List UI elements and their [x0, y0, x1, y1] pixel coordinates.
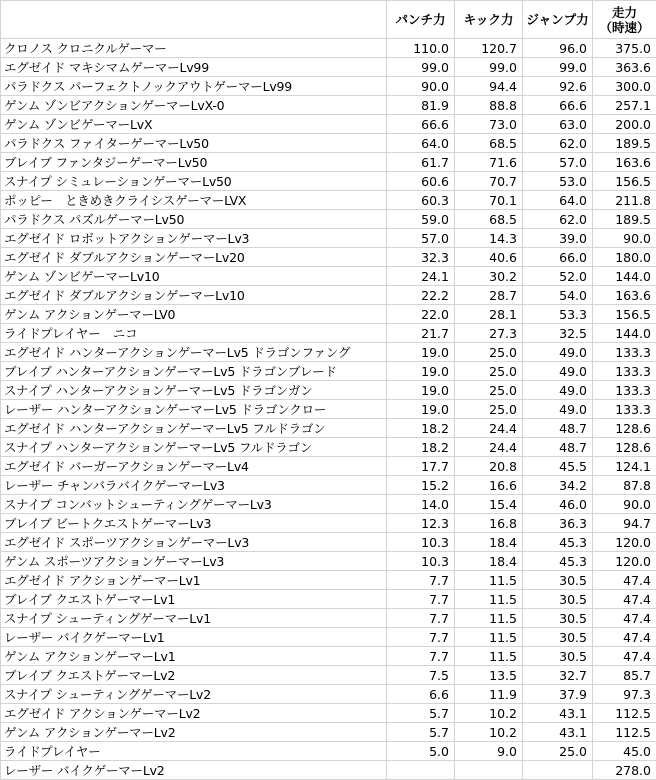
row-jump-cell: 36.3	[523, 514, 593, 533]
row-name-cell: レーザー バイクゲーマーLv1	[1, 628, 387, 647]
table-row	[1, 343, 656, 362]
row-kick-cell: 20.8	[455, 457, 523, 476]
header-run	[593, 1, 656, 39]
row-jump-cell: 99.0	[523, 58, 593, 77]
row-jump-cell: 30.5	[523, 609, 593, 628]
table-body	[1, 39, 656, 780]
row-name-cell: レーザー バイクゲーマーLv2	[1, 761, 387, 780]
row-punch-cell: 61.7	[387, 153, 455, 172]
row-punch-cell: 14.0	[387, 495, 455, 514]
row-kick-cell: 28.7	[455, 286, 523, 305]
table-row	[1, 324, 656, 343]
table-row	[1, 381, 656, 400]
row-kick-cell: 27.3	[455, 324, 523, 343]
table-row	[1, 761, 656, 780]
row-punch-cell: 5.0	[387, 742, 455, 761]
row-punch-cell: 18.2	[387, 419, 455, 438]
row-punch-cell: 57.0	[387, 229, 455, 248]
table-row	[1, 685, 656, 704]
row-punch-cell: 66.6	[387, 115, 455, 134]
row-jump-cell: 32.7	[523, 666, 593, 685]
row-punch-cell: 110.0	[387, 39, 455, 58]
header-run-line2: （時速）	[599, 20, 649, 35]
row-punch-cell: 10.3	[387, 552, 455, 571]
table-row	[1, 533, 656, 552]
row-jump-cell: 92.6	[523, 77, 593, 96]
row-jump-cell: 49.0	[523, 381, 593, 400]
row-jump-cell: 32.5	[523, 324, 593, 343]
row-kick-cell: 16.8	[455, 514, 523, 533]
table-row	[1, 400, 656, 419]
header-punch: パンチ力	[387, 1, 455, 39]
row-jump-cell: 45.3	[523, 552, 593, 571]
row-run-cell: 375.0	[593, 39, 656, 58]
row-name-cell: エグゼイド アクションゲーマーLv2	[1, 704, 387, 723]
row-name-cell: ブレイブ ハンターアクションゲーマーLv5 ドラゴンブレード	[1, 362, 387, 381]
row-run-cell: 180.0	[593, 248, 656, 267]
row-punch-cell: 64.0	[387, 134, 455, 153]
row-run-cell: 257.1	[593, 96, 656, 115]
row-run-cell: 47.4	[593, 647, 656, 666]
row-jump-cell: 43.1	[523, 723, 593, 742]
table-row	[1, 704, 656, 723]
table-row	[1, 77, 656, 96]
row-kick-cell: 15.4	[455, 495, 523, 514]
row-run-cell: 85.7	[593, 666, 656, 685]
row-run-cell: 133.3	[593, 381, 656, 400]
row-kick-cell: 68.5	[455, 210, 523, 229]
row-kick-cell: 24.4	[455, 419, 523, 438]
row-name-cell: エグゼイド マキシマムゲーマーLv99	[1, 58, 387, 77]
row-punch-cell: 19.0	[387, 362, 455, 381]
row-kick-cell: 120.7	[455, 39, 523, 58]
row-name-cell: スナイプ シミュレーションゲーマーLv50	[1, 172, 387, 191]
row-jump-cell: 64.0	[523, 191, 593, 210]
row-name-cell: ブレイブ ビートクエストゲーマーLv3	[1, 514, 387, 533]
row-kick-cell: 13.5	[455, 666, 523, 685]
row-name-cell: ゲンム ゾンビアクションゲーマーLvX-0	[1, 96, 387, 115]
row-run-cell: 87.8	[593, 476, 656, 495]
row-kick-cell: 40.6	[455, 248, 523, 267]
row-kick-cell: 68.5	[455, 134, 523, 153]
row-kick-cell: 70.7	[455, 172, 523, 191]
row-jump-cell: 30.5	[523, 590, 593, 609]
row-kick-cell: 24.4	[455, 438, 523, 457]
row-name-cell: エグゼイド ハンターアクションゲーマーLv5 ドラゴンファング	[1, 343, 387, 362]
row-punch-cell: 19.0	[387, 343, 455, 362]
row-run-cell: 47.4	[593, 571, 656, 590]
row-jump-cell: 57.0	[523, 153, 593, 172]
row-run-cell: 133.3	[593, 362, 656, 381]
table-row	[1, 495, 656, 514]
row-kick-cell: 10.2	[455, 704, 523, 723]
row-jump-cell: 52.0	[523, 267, 593, 286]
table-row	[1, 210, 656, 229]
row-run-cell: 90.0	[593, 495, 656, 514]
row-name-cell: エグゼイド ダブルアクションゲーマーLv10	[1, 286, 387, 305]
row-punch-cell: 90.0	[387, 77, 455, 96]
row-jump-cell	[523, 761, 593, 780]
header-run-line1: 走力	[612, 5, 637, 20]
row-kick-cell: 11.5	[455, 628, 523, 647]
row-punch-cell: 32.3	[387, 248, 455, 267]
row-run-cell: 120.0	[593, 552, 656, 571]
row-kick-cell: 11.9	[455, 685, 523, 704]
row-punch-cell: 81.9	[387, 96, 455, 115]
row-kick-cell: 73.0	[455, 115, 523, 134]
table-row	[1, 134, 656, 153]
row-kick-cell	[455, 761, 523, 780]
row-punch-cell: 19.0	[387, 381, 455, 400]
row-kick-cell: 18.4	[455, 552, 523, 571]
row-jump-cell: 66.0	[523, 248, 593, 267]
row-kick-cell: 88.8	[455, 96, 523, 115]
row-kick-cell: 94.4	[455, 77, 523, 96]
table-header	[1, 1, 656, 39]
row-punch-cell: 12.3	[387, 514, 455, 533]
row-name-cell: エグゼイド ロボットアクションゲーマーLv3	[1, 229, 387, 248]
row-name-cell: ポッピー ときめきクライシスゲーマーLVX	[1, 191, 387, 210]
row-jump-cell: 25.0	[523, 742, 593, 761]
row-run-cell: 45.0	[593, 742, 656, 761]
row-jump-cell: 30.5	[523, 647, 593, 666]
row-kick-cell: 11.5	[455, 571, 523, 590]
row-run-cell: 300.0	[593, 77, 656, 96]
row-name-cell: エグゼイド バーガーアクションゲーマーLv4	[1, 457, 387, 476]
row-name-cell: ゲンム スポーツアクションゲーマーLv3	[1, 552, 387, 571]
row-name-cell: レーザー チャンバラバイクゲーマーLv3	[1, 476, 387, 495]
row-punch-cell: 60.6	[387, 172, 455, 191]
row-name-cell: スナイプ ハンターアクションゲーマーLv5 フルドラゴン	[1, 438, 387, 457]
row-kick-cell: 25.0	[455, 381, 523, 400]
table-row	[1, 571, 656, 590]
row-kick-cell: 9.0	[455, 742, 523, 761]
row-jump-cell: 39.0	[523, 229, 593, 248]
row-kick-cell: 99.0	[455, 58, 523, 77]
table-row	[1, 438, 656, 457]
row-punch-cell: 99.0	[387, 58, 455, 77]
row-run-cell: 189.5	[593, 210, 656, 229]
row-jump-cell: 30.5	[523, 571, 593, 590]
row-punch-cell: 7.7	[387, 571, 455, 590]
row-punch-cell: 7.7	[387, 647, 455, 666]
row-name-cell: ゲンム ゾンビゲーマーLvX	[1, 115, 387, 134]
table-row	[1, 305, 656, 324]
row-punch-cell: 24.1	[387, 267, 455, 286]
row-name-cell: レーザー ハンターアクションゲーマーLv5 ドラゴンクロー	[1, 400, 387, 419]
row-punch-cell: 22.2	[387, 286, 455, 305]
row-jump-cell: 54.0	[523, 286, 593, 305]
row-jump-cell: 49.0	[523, 343, 593, 362]
table-row	[1, 267, 656, 286]
row-punch-cell: 19.0	[387, 400, 455, 419]
table-row	[1, 39, 656, 58]
table-row	[1, 153, 656, 172]
table-row	[1, 419, 656, 438]
row-jump-cell: 45.5	[523, 457, 593, 476]
row-name-cell: エグゼイド スポーツアクションゲーマーLv3	[1, 533, 387, 552]
row-name-cell: ゲンム アクションゲーマーLv2	[1, 723, 387, 742]
row-kick-cell: 30.2	[455, 267, 523, 286]
table-row	[1, 476, 656, 495]
row-run-cell: 163.6	[593, 153, 656, 172]
row-name-cell: クロノス クロニクルゲーマー	[1, 39, 387, 58]
row-kick-cell: 28.1	[455, 305, 523, 324]
row-name-cell: パラドクス ファイターゲーマーLv50	[1, 134, 387, 153]
row-punch-cell: 21.7	[387, 324, 455, 343]
table-row	[1, 248, 656, 267]
row-punch-cell: 7.5	[387, 666, 455, 685]
row-jump-cell: 48.7	[523, 419, 593, 438]
row-kick-cell: 70.1	[455, 191, 523, 210]
row-punch-cell: 7.7	[387, 628, 455, 647]
row-run-cell: 112.5	[593, 704, 656, 723]
row-name-cell: ブレイブ ファンタジーゲーマーLv50	[1, 153, 387, 172]
row-jump-cell: 49.0	[523, 400, 593, 419]
row-punch-cell	[387, 761, 455, 780]
row-punch-cell: 17.7	[387, 457, 455, 476]
row-jump-cell: 63.0	[523, 115, 593, 134]
row-run-cell: 163.6	[593, 286, 656, 305]
row-run-cell: 97.3	[593, 685, 656, 704]
row-jump-cell: 49.0	[523, 362, 593, 381]
row-run-cell: 128.6	[593, 438, 656, 457]
row-kick-cell: 10.2	[455, 723, 523, 742]
table-row	[1, 115, 656, 134]
row-kick-cell: 71.6	[455, 153, 523, 172]
row-name-cell: ブレイブ クエストゲーマーLv2	[1, 666, 387, 685]
row-name-cell: ゲンム ゾンビゲーマーLv10	[1, 267, 387, 286]
table-row	[1, 229, 656, 248]
table-row	[1, 628, 656, 647]
table-row	[1, 647, 656, 666]
row-punch-cell: 6.6	[387, 685, 455, 704]
header-jump: ジャンプ力	[523, 1, 593, 39]
row-kick-cell: 11.5	[455, 647, 523, 666]
row-name-cell: パラドクス パズルゲーマーLv50	[1, 210, 387, 229]
row-run-cell: 124.1	[593, 457, 656, 476]
table-row	[1, 609, 656, 628]
row-run-cell: 211.8	[593, 191, 656, 210]
row-punch-cell: 5.7	[387, 704, 455, 723]
row-kick-cell: 14.3	[455, 229, 523, 248]
row-punch-cell: 15.2	[387, 476, 455, 495]
header-row	[1, 1, 656, 39]
row-run-cell: 47.4	[593, 609, 656, 628]
row-punch-cell: 7.7	[387, 590, 455, 609]
row-name-cell: スナイプ コンバットシューティングゲーマーLv3	[1, 495, 387, 514]
row-name-cell: ライドプレイヤー	[1, 742, 387, 761]
table-row	[1, 172, 656, 191]
row-kick-cell: 16.6	[455, 476, 523, 495]
row-run-cell: 156.5	[593, 172, 656, 191]
row-punch-cell: 18.2	[387, 438, 455, 457]
row-name-cell: スナイプ シューティングゲーマーLv2	[1, 685, 387, 704]
row-run-cell: 120.0	[593, 533, 656, 552]
row-run-cell: 200.0	[593, 115, 656, 134]
row-jump-cell: 37.9	[523, 685, 593, 704]
row-run-cell: 94.7	[593, 514, 656, 533]
row-run-cell: 128.6	[593, 419, 656, 438]
table-row	[1, 362, 656, 381]
row-name-cell: エグゼイド ハンターアクションゲーマーLv5 フルドラゴン	[1, 419, 387, 438]
row-name-cell: スナイプ シューティングゲーマーLv1	[1, 609, 387, 628]
row-kick-cell: 25.0	[455, 400, 523, 419]
row-jump-cell: 34.2	[523, 476, 593, 495]
row-punch-cell: 5.7	[387, 723, 455, 742]
row-name-cell: エグゼイド アクションゲーマーLv1	[1, 571, 387, 590]
table-row	[1, 58, 656, 77]
row-jump-cell: 45.3	[523, 533, 593, 552]
row-name-cell: スナイプ ハンターアクションゲーマーLv5 ドラゴンガン	[1, 381, 387, 400]
row-run-cell: 278.0	[593, 761, 656, 780]
row-punch-cell: 10.3	[387, 533, 455, 552]
row-jump-cell: 96.0	[523, 39, 593, 58]
table-row	[1, 514, 656, 533]
row-run-cell: 47.4	[593, 590, 656, 609]
row-run-cell: 363.6	[593, 58, 656, 77]
row-kick-cell: 18.4	[455, 533, 523, 552]
row-jump-cell: 62.0	[523, 134, 593, 153]
row-jump-cell: 46.0	[523, 495, 593, 514]
row-jump-cell: 62.0	[523, 210, 593, 229]
row-name-cell: ゲンム アクションゲーマーLv1	[1, 647, 387, 666]
row-name-cell: ゲンム アクションゲーマーLV0	[1, 305, 387, 324]
table-row	[1, 457, 656, 476]
table-row	[1, 590, 656, 609]
row-kick-cell: 25.0	[455, 362, 523, 381]
table-row	[1, 286, 656, 305]
row-name-cell: ブレイブ クエストゲーマーLv1	[1, 590, 387, 609]
row-jump-cell: 53.3	[523, 305, 593, 324]
row-punch-cell: 22.0	[387, 305, 455, 324]
row-run-cell: 189.5	[593, 134, 656, 153]
row-name-cell: エグゼイド ダブルアクションゲーマーLv20	[1, 248, 387, 267]
row-run-cell: 144.0	[593, 267, 656, 286]
row-kick-cell: 11.5	[455, 609, 523, 628]
row-kick-cell: 11.5	[455, 590, 523, 609]
row-jump-cell: 48.7	[523, 438, 593, 457]
table-row	[1, 191, 656, 210]
row-jump-cell: 66.6	[523, 96, 593, 115]
row-run-cell: 133.3	[593, 343, 656, 362]
header-kick: キック力	[455, 1, 523, 39]
row-run-cell: 156.5	[593, 305, 656, 324]
row-punch-cell: 7.7	[387, 609, 455, 628]
row-run-cell: 47.4	[593, 628, 656, 647]
row-run-cell: 133.3	[593, 400, 656, 419]
row-name-cell: ライドプレイヤー ニコ	[1, 324, 387, 343]
row-kick-cell: 25.0	[455, 343, 523, 362]
row-jump-cell: 53.0	[523, 172, 593, 191]
table-row	[1, 666, 656, 685]
table-row	[1, 96, 656, 115]
row-jump-cell: 43.1	[523, 704, 593, 723]
table-row	[1, 552, 656, 571]
row-jump-cell: 30.5	[523, 628, 593, 647]
table-row	[1, 742, 656, 761]
row-punch-cell: 60.3	[387, 191, 455, 210]
row-name-cell: パラドクス パーフェクトノックアウトゲーマーLv99	[1, 77, 387, 96]
row-run-cell: 112.5	[593, 723, 656, 742]
row-run-cell: 144.0	[593, 324, 656, 343]
row-punch-cell: 59.0	[387, 210, 455, 229]
header-name	[1, 1, 387, 39]
row-run-cell: 90.0	[593, 229, 656, 248]
